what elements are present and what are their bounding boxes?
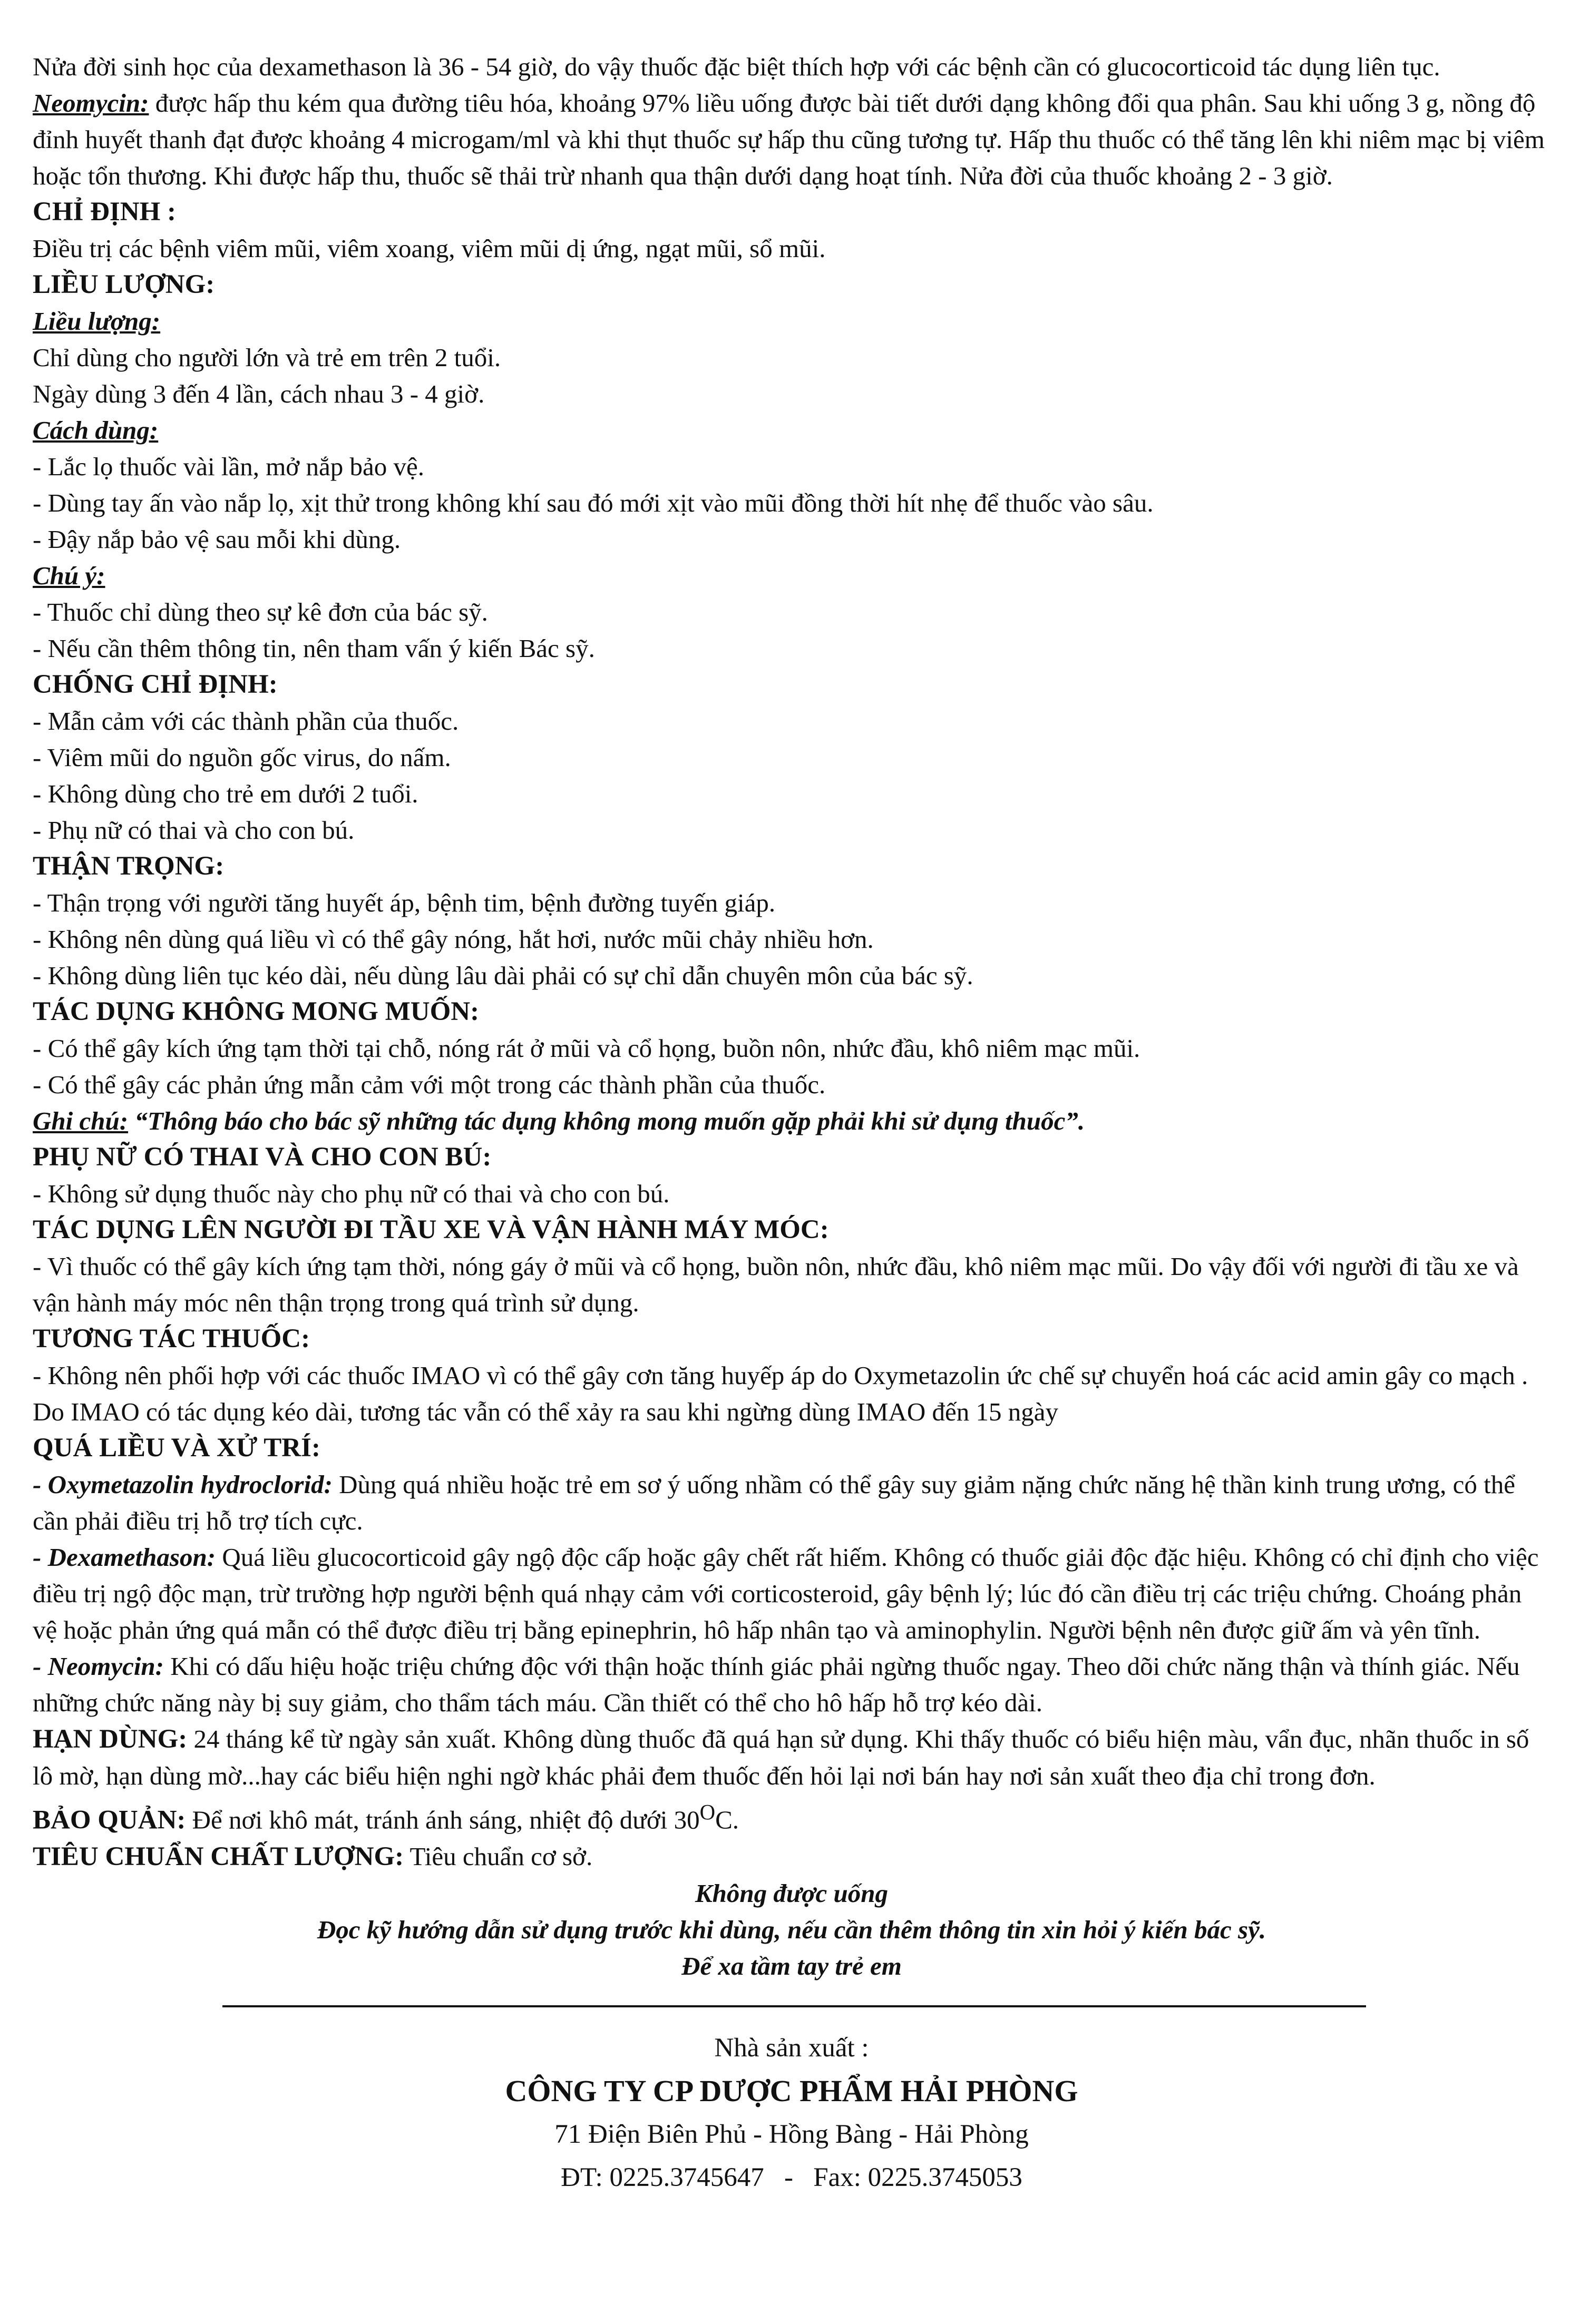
tac-dung-line: - Có thể gây các phản ứng mẫn cảm với một trong các thành phần của thuốc. [33, 1070, 826, 1099]
ghi-chu-label: Ghi chú: [33, 1106, 129, 1135]
than-trong-line: - Không nên dùng quá liều vì có thể gây nóng, hắt hơi, nước mũi chảy nhiều hơn. [33, 925, 874, 954]
maker-label: Nhà sản xuất : [714, 2033, 869, 2063]
ghi-chu: Ghi chú: “Thông báo cho bác sỹ những tác dụng không mong muốn gặp phải khi sử dụng thuốc”. [33, 1106, 1085, 1135]
warning-khong-duoc-uong: Không được uống [695, 1879, 889, 1908]
qua-lieu-dexamethason: - Dexamethason: Quá liều glucocorticoid gây ngộ độc cấp hoặc gây chết rất hiếm. Không có thuốc giải độc đặc hiệu. Không có chỉ định cho việc điều trị ngộ độc mạn, trừ trường hợp người bệnh quá nhạy cảm với corticosteroid, gây bệnh lý; lúc đó cần điều trị các triệu chứng. Choáng phản vệ hoặc phản ứng quá mẫn có thể được điều trị bằng epinephrin, hô hấp nhân tạo và aminophylin. Người bệnh nên được giữ ấm và yên tĩnh. [33, 1543, 1539, 1644]
chong-chi-dinh-line: - Phụ nữ có thai và cho con bú. [33, 816, 355, 845]
heading-tau-xe-may-moc: TÁC DỤNG LÊN NGƯỜI ĐI TẦU XE VÀ VẬN HÀNH MÁY MÓC: [33, 1215, 829, 1244]
chong-chi-dinh-line: - Viêm mũi do nguồn gốc virus, do nấm. [33, 743, 451, 772]
company-name: CÔNG TY CP DƯỢC PHẨM HẢI PHÒNG [505, 2074, 1078, 2109]
chong-chi-dinh-line: - Không dùng cho trẻ em dưới 2 tuổi. [33, 779, 418, 808]
heading-chi-dinh: CHỈ ĐỊNH : [33, 197, 177, 227]
warning-de-xa-tam-tay: Để xa tầm tay trẻ em [681, 1952, 902, 1981]
heading-than-trong: THẬN TRỌNG: [33, 851, 225, 881]
han-dung: HẠN DÙNG: 24 tháng kể từ ngày sản xuất. Không dùng thuốc đã quá hạn sử dụng. Khi thấy thuốc có biểu hiện màu, vẩn đục, nhãn thuốc in số lô mờ, hạn dùng mờ...hay các biểu hiện nghi ngờ khác phải đem thuốc đến hỏi lại nơi bán hay nơi sản xuất theo địa chỉ trong đơn. [33, 1724, 1529, 1790]
paragraph-dexamethason-halflife: Nửa đời sinh học của dexamethason là 36 - 54 giờ, do vậy thuốc đặc biệt thích hợp với các bệnh cần có glucocorticoid tác dụng liên tục. [33, 52, 1440, 81]
cach-dung-line: - Dùng tay ấn vào nắp lọ, xịt thử trong không khí sau đó mới xịt vào mũi đồng thời hít nhẹ để thuốc vào sâu. [33, 488, 1154, 517]
subheading-chu-y: Chú ý: [33, 561, 105, 590]
than-trong-line: - Không dùng liên tục kéo dài, nếu dùng lâu dài phải có sự chỉ dẫn chuyên môn của bác sỹ. [33, 961, 973, 990]
subheading-cach-dung: Cách dùng: [33, 416, 159, 445]
qua-lieu-neomycin: - Neomycin: Khi có dấu hiệu hoặc triệu chứng độc với thận hoặc thính giác phải ngừng thuốc ngay. Theo dõi chức năng thận và thính giác. Nếu những chức năng này bị suy giảm, cho thẩm tách máu. Cần thiết có thể cho hô hấp hỗ trợ kéo dài. [33, 1652, 1520, 1717]
subheading-lieu-luong: Liều lượng: [33, 307, 161, 336]
leaflet-document [33, 48, 1551, 2199]
than-trong-line: - Thận trọng với người tăng huyết áp, bệnh tim, bệnh đường tuyến giáp. [33, 888, 776, 917]
qua-lieu-oxymetazolin: - Oxymetazolin hydroclorid: Dùng quá nhiều hoặc trẻ em sơ ý uống nhầm có thể gây suy giảm nặng chức năng hệ thần kinh trung ương, có thể cần phải điều trị hỗ trợ tích cực. [33, 1470, 1515, 1535]
cach-dung-line: - Đậy nắp bảo vệ sau mỗi khi dùng. [33, 525, 401, 554]
phu-nu-line: - Không sử dụng thuốc này cho phụ nữ có thai và cho con bú. [33, 1179, 670, 1208]
tuong-tac-line: - Không nên phối hợp với các thuốc IMAO vì có thể gây cơn tăng huyếp áp do Oxymetazolin ức chế sự chuyển hoá các acid amin gây co mạch . Do IMAO có tác dụng kéo dài, tương tác vẫn có thể xảy ra sau khi ngừng dùng IMAO đến 15 ngày [33, 1361, 1528, 1426]
company-address: 71 Điện Biên Phủ - Hồng Bàng - Hải Phòng [554, 2120, 1029, 2150]
chong-chi-dinh-line: - Mẫn cảm với các thành phần của thuốc. [33, 707, 459, 736]
manufacturer-footer [33, 2026, 1551, 2199]
heading-tuong-tac-thuoc: TƯƠNG TÁC THUỐC: [33, 1324, 310, 1354]
heading-qua-lieu: QUÁ LIỀU VÀ XỬ TRÍ: [33, 1433, 320, 1463]
tieu-chuan-chat-luong: TIÊU CHUẨN CHẤT LƯỢNG: Tiêu chuẩn cơ sở. [33, 1842, 593, 1872]
paragraph-neomycin: Neomycin: được hấp thu kém qua đường tiêu hóa, khoảng 97% liều uống được bài tiết dưới dạng không đổi qua phân. Sau khi uống 3 g, nồng độ đỉnh huyết thanh đạt được khoảng 4 microgam/ml và khi thụt thuốc sự hấp thu cũng tương tự. Hấp thu thuốc có thể tăng lên khi niêm mạc bị viêm hoặc tổn thương. Khi được hấp thu, thuốc sẽ thải trừ nhanh qua thận dưới dạng hoạt tính. Nửa đời của thuốc khoảng 2 - 3 giờ. [33, 89, 1545, 190]
divider-line [222, 2005, 1366, 2007]
chu-y-line: - Nếu cần thêm thông tin, nên tham vấn ý kiến Bác sỹ. [33, 634, 595, 663]
heading-tac-dung-khong-mong-muon: TÁC DỤNG KHÔNG MONG MUỐN: [33, 997, 480, 1026]
heading-phu-nu-co-thai: PHỤ NỮ CÓ THAI VÀ CHO CON BÚ: [33, 1142, 492, 1172]
neomycin-label: Neomycin: [33, 89, 149, 117]
tac-dung-line: - Có thể gây kích ứng tạm thời tại chỗ, nóng rát ở mũi và cổ họng, buồn nôn, nhức đầu, khô niêm mạc mũi. [33, 1034, 1140, 1063]
lieu-luong-line: Ngày dùng 3 đến 4 lần, cách nhau 3 - 4 giờ. [33, 379, 485, 408]
heading-lieu-luong: LIỀU LƯỢNG: [33, 270, 215, 299]
warning-doc-ky: Đọc kỹ hướng dẫn sử dụng trước khi dùng, nếu cần thêm thông tin xin hỏi ý kiến bác sỹ. [317, 1915, 1266, 1945]
heading-chong-chi-dinh: CHỐNG CHỈ ĐỊNH: [33, 670, 278, 699]
cach-dung-line: - Lắc lọ thuốc vài lần, mở nắp bảo vệ. [33, 452, 424, 481]
lieu-luong-line: Chỉ dùng cho người lớn và trẻ em trên 2 tuổi. [33, 343, 501, 372]
bao-quan: BẢO QUẢN: Để nơi khô mát, tránh ánh sáng, nhiệt độ dưới $30^OC$. [33, 1800, 739, 1835]
chu-y-line: - Thuốc chỉ dùng theo sự kê đơn của bác sỹ. [33, 597, 488, 626]
company-contact: ĐT: 0225.3745647 - Fax: 0225.3745053 [561, 2163, 1022, 2193]
chi-dinh-text: Điều trị các bệnh viêm mũi, viêm xoang, viêm mũi dị ứng, ngạt mũi, sổ mũi. [33, 234, 826, 263]
tau-xe-line: - Vì thuốc có thể gây kích ứng tạm thời, nóng gáy ở mũi và cổ họng, buồn nôn, nhức đầu, khô niêm mạc mũi. Do vậy đối với người đi tầu xe và vận hành máy móc nên thận trọng trong quá trình sử dụng. [33, 1252, 1519, 1317]
